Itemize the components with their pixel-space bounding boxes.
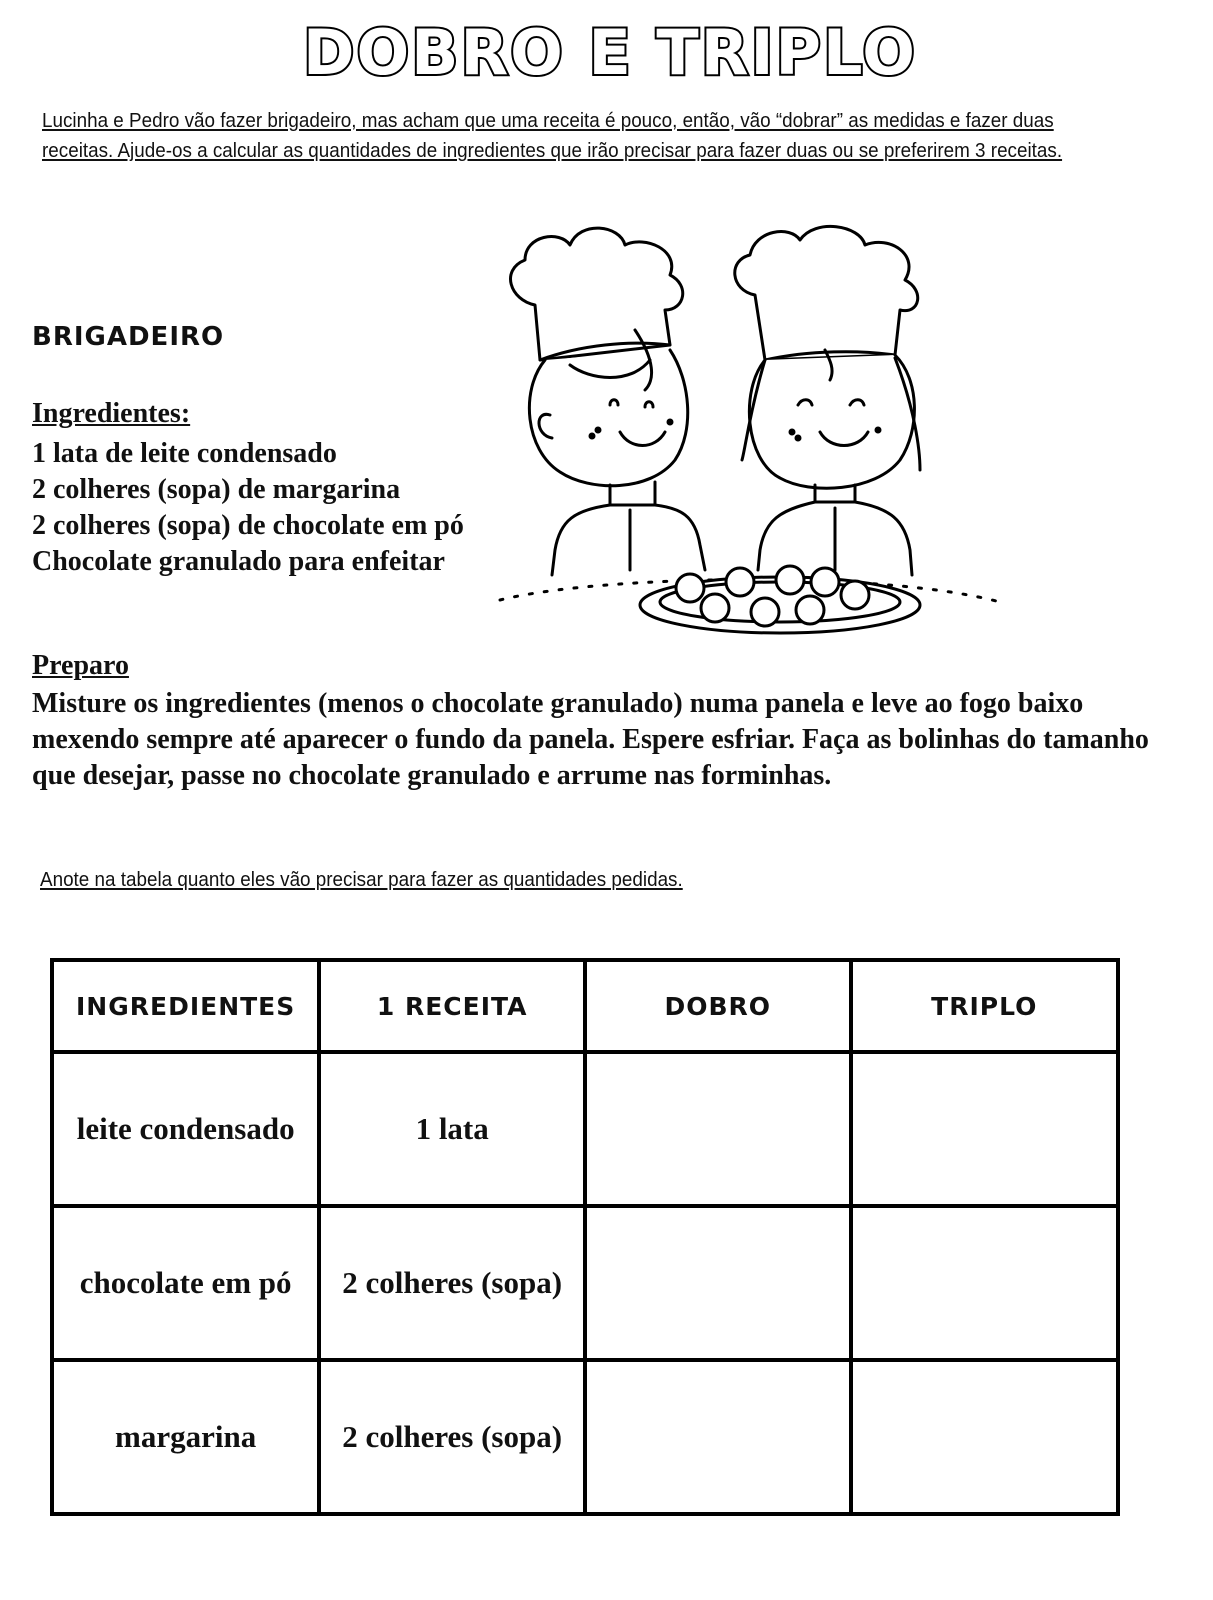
brigadeiro-plate-icon [640,566,920,633]
one-recipe-cell: 2 colheres (sopa) [319,1360,585,1514]
ingredient-item: 2 colheres (sopa) de margarina [32,474,401,505]
double-answer-cell[interactable] [585,1052,850,1206]
preparation-heading: Preparo [32,650,129,681]
ingredient-item: 1 lata de leite condensado [32,438,337,469]
title-text: DOBRO E TRIPLO [303,16,917,89]
chef-hat-icon [735,226,918,360]
ingredient-cell: margarina [52,1360,319,1514]
double-answer-cell[interactable] [585,1360,850,1514]
boy-face-icon [529,330,705,575]
triple-answer-cell[interactable] [851,1206,1118,1360]
chef-kids-illustration [480,210,1020,650]
ingredient-cell: chocolate em pó [52,1206,319,1360]
table-header-row [52,960,1118,1052]
ingredients-heading: Ingredientes: [32,398,191,429]
ingredients-list [32,436,464,580]
table-row [52,1052,1118,1206]
intro-paragraph: Lucinha e Pedro vão fazer brigadeiro, mas acham que uma receita é pouco, então, vão “dobrar” as medidas e fazer duas receitas. Ajude-os a calcular as quantidades de ingredientes que irão precisar para fazer duas ou se preferirem 3 receitas. [42,109,1063,162]
one-recipe-cell: 2 colheres (sopa) [319,1206,585,1360]
quantities-table [50,958,1120,1516]
girl-face-icon [742,350,920,575]
chef-hat-icon [511,228,683,360]
one-recipe-cell: 1 lata [319,1052,585,1206]
triple-answer-cell[interactable] [851,1052,1118,1206]
header-dobro: DOBRO [585,960,850,1052]
table-row [52,1206,1118,1360]
header-ingredientes: INGREDIENTES [52,960,319,1052]
recipe-name: BRIGADEIRO [32,322,225,352]
preparation-text: Misture os ingredientes (menos o chocolate granulado) numa panela e leve ao fogo baixo mexendo sempre até aparecer o fundo da panela. Espere esfriar. Faça as bolinhas do tamanho que desejar, passe no chocolate granulado e arrume nas forminhas. [32,688,1149,791]
ingredient-cell: leite condensado [52,1052,319,1206]
ingredient-item: Chocolate granulado para enfeitar [32,546,445,577]
ingredient-item: 2 colheres (sopa) de chocolate em pó [32,510,464,541]
double-answer-cell[interactable] [585,1206,850,1360]
table-instruction: Anote na tabela quanto eles vão precisar para fazer as quantidades pedidas. [40,868,683,891]
triple-answer-cell[interactable] [851,1360,1118,1514]
header-triplo: TRIPLO [851,960,1118,1052]
header-1-receita: 1 RECEITA [319,960,585,1052]
worksheet-title [300,4,920,96]
table-row [52,1360,1118,1514]
